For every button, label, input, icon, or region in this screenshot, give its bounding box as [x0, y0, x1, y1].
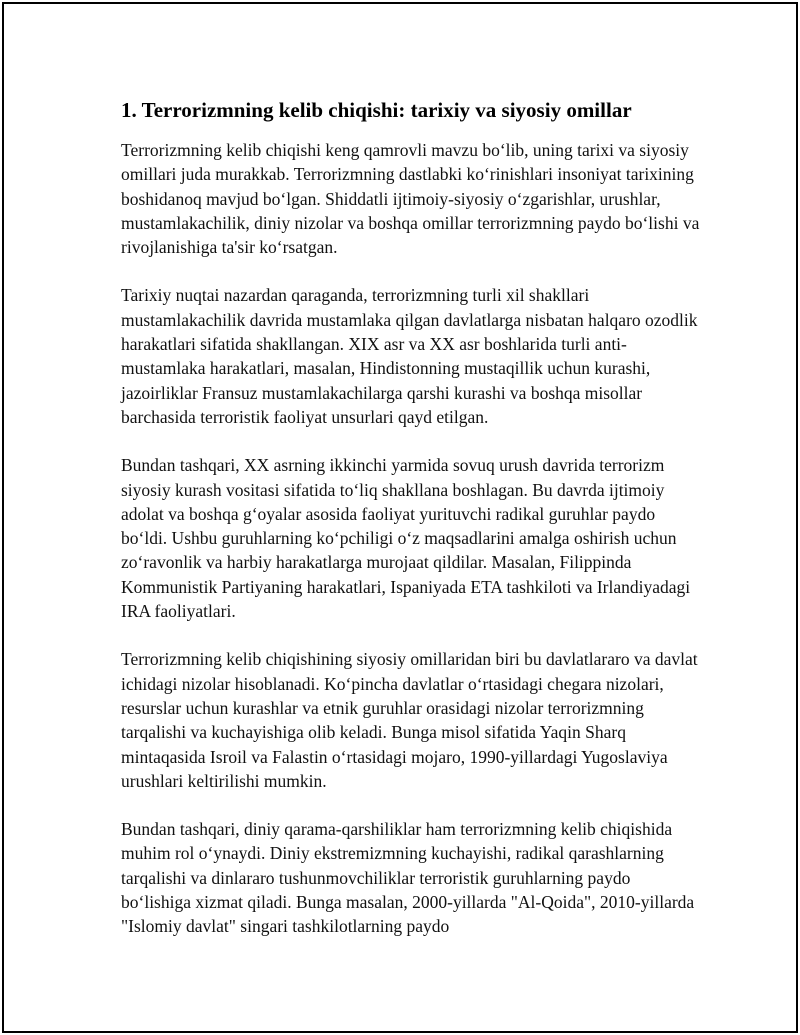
document-page	[2, 2, 798, 1033]
paragraph-5: Bundan tashqari, diniy qarama-qarshiliklar ham terrorizmning kelib chiqishida muhim rol o‘ynaydi. Diniy ekstremizmning kuchayishi, radikal qarashlarning tarqalishi va dinlararo tushunmovchiliklar terroristik guruhlarning paydo bo‘lishiga xizmat qiladi. Bunga masalan, 2000-yillarda "Al-Qoida", 2010-yillarda "Islomiy davlat" singari tashkilotlarning paydo	[121, 819, 695, 937]
section-heading: 1. Terrorizmning kelib chiqishi: tarixiy va siyosiy omillar	[121, 98, 632, 122]
paragraph-2: Tarixiy nuqtai nazardan qaraganda, terrorizmning turli xil shakllari mustamlakachilik davrida mustamlaka qilgan davlatlarga nisbatan halqaro ozodlik harakatlari sifatida shakllangan. XIX asr va XX asr boshlarida turli anti-mustamlaka harakatlari, masalan, Hindistonning mustaqillik uchun kurashi, jazoirliklar Fransuz mustamlakachilarga qarshi kurashi va boshqa misollar barchasida terroristik faoliyat unsurlari qayd etilgan.	[121, 285, 698, 427]
paragraph-1: Terrorizmning kelib chiqishi keng qamrovli mavzu bo‘lib, uning tarixi va siyosiy omillari juda murakkab. Terrorizmning dastlabki ko‘rinishlari insoniyat tarixining boshidanoq mavjud bo‘lgan. Shiddatli ijtimoiy-siyosiy o‘zgarishlar, urushlar, mustamlakachilik, diniy nizolar va boshqa omillar terrorizmning paydo bo‘lishi va rivojlanishiga ta'sir ko‘rsatgan.	[121, 140, 700, 258]
document-body	[121, 96, 701, 963]
paragraph-3: Bundan tashqari, XX asrning ikkinchi yarmida sovuq urush davrida terrorizm siyosiy kurash vositasi sifatida to‘liq shakllana boshlagan. Bu davrda ijtimoiy adolat va boshqa g‘oyalar asosida faoliyat yurituvchi radikal guruhlar paydo bo‘ldi. Ushbu guruhlarning ko‘pchiligi o‘z maqsadlarini amalga oshirish uchun zo‘ravonlik va harbiy harakatlarga murojaat qildilar. Masalan, Filippinda Kommunistik Partiyaning harakatlari, Ispaniyada ETA tashkiloti va Irlandiyadagi IRA faoliyatlari.	[121, 455, 691, 622]
paragraph-4: Terrorizmning kelib chiqishining siyosiy omillaridan biri bu davlatlararo va davlat ichidagi nizolar hisoblanadi. Ko‘pincha davlatlar o‘rtasidagi chegara nizolari, resurslar uchun kurashlar va etnik guruhlar orasidagi nizolar terrorizmning tarqalishi va kuchayishiga olib keladi. Bunga misol sifatida Yaqin Sharq mintaqasida Isroil va Falastin o‘rtasidagi mojaro, 1990-yillardagi Yugoslaviya urushlari keltirilishi mumkin.	[121, 649, 698, 791]
